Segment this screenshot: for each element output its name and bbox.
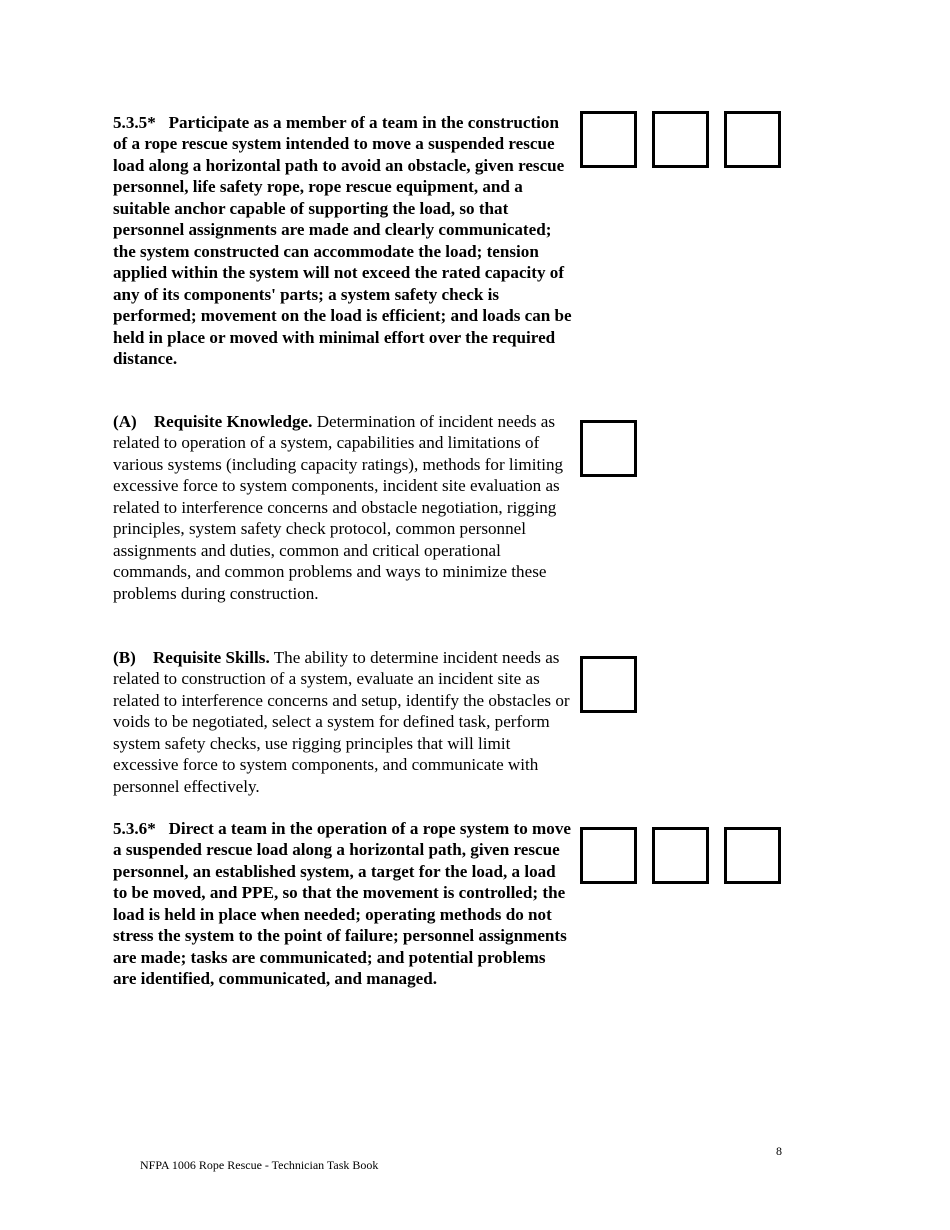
- checkbox[interactable]: [580, 656, 637, 713]
- section-5-3-6: [113, 818, 573, 990]
- section-5-3-5: [113, 112, 573, 369]
- checkbox[interactable]: [724, 111, 781, 168]
- checkbox[interactable]: [580, 420, 637, 477]
- item-text: The ability to determine incident needs as related to construction of a system, evaluate an incident site as related to interference concerns and setup, identify the obstacles or voids to be negotiated, select a system for defined task, perform system safety checks, use rigging principles that will limit excessive force to system components, and communicate with personnel effectively.: [113, 648, 570, 796]
- requisite-knowledge: [113, 411, 573, 604]
- checkbox[interactable]: [652, 827, 709, 884]
- page-footer: NFPA 1006 Rope Rescue - Technician Task Book: [140, 1158, 379, 1172]
- checkbox[interactable]: [580, 827, 637, 884]
- item-label: (A): [113, 412, 137, 431]
- item-text: Determination of incident needs as related to operation of a system, capabilities and limitations of various systems (including capacity ratings), methods for limiting excessive force to system components, incident site evaluation as related to interference concerns and obstacle negotiation, rigging principles, system safety check protocol, common personnel assignments and duties, common and critical operational commands, and common problems and ways to minimize these problems during construction.: [113, 412, 564, 603]
- checkbox[interactable]: [652, 111, 709, 168]
- signoff-boxes-5-3-5: [580, 111, 781, 168]
- signoff-boxes-5-3-6: [580, 827, 781, 884]
- section-text: Direct a team in the operation of a rope system to move a suspended rescue load along a horizontal path, given rescue personnel, an established system, a target for the load, a load to be moved, and PPE, so that the movement is controlled; the load is held in place when needed; operating methods do not stress the system to the point of failure; personnel assignments are made; tasks are communicated; and potential problems are identified, communicated, and managed.: [113, 819, 571, 989]
- section-number: 5.3.5*: [113, 113, 156, 132]
- section-number: 5.3.6*: [113, 819, 156, 838]
- requisite-skills: [113, 647, 573, 797]
- page-number: 8: [776, 1144, 782, 1158]
- item-label: (B): [113, 648, 136, 667]
- checkbox[interactable]: [580, 111, 637, 168]
- signoff-box-skills: [580, 656, 637, 713]
- item-heading: Requisite Knowledge.: [153, 412, 313, 431]
- signoff-box-knowledge: [580, 420, 637, 477]
- section-text: Participate as a member of a team in the construction of a rope rescue system intended to move a suspended rescue load along a horizontal path to avoid an obstacle, given rescue personnel, life safety rope, rope rescue equipment, and a suitable anchor capable of supporting the load, so that personnel assignments are made and clearly communicated; the system constructed can accommodate the load; tension applied within the system will not exceed the rated capacity of any of its components' parts; a system safety check is performed; movement on the load is efficient; and loads can be held in place or moved with minimal effort over the required distance.: [113, 113, 572, 368]
- item-heading: Requisite Skills.: [152, 648, 270, 667]
- checkbox[interactable]: [724, 827, 781, 884]
